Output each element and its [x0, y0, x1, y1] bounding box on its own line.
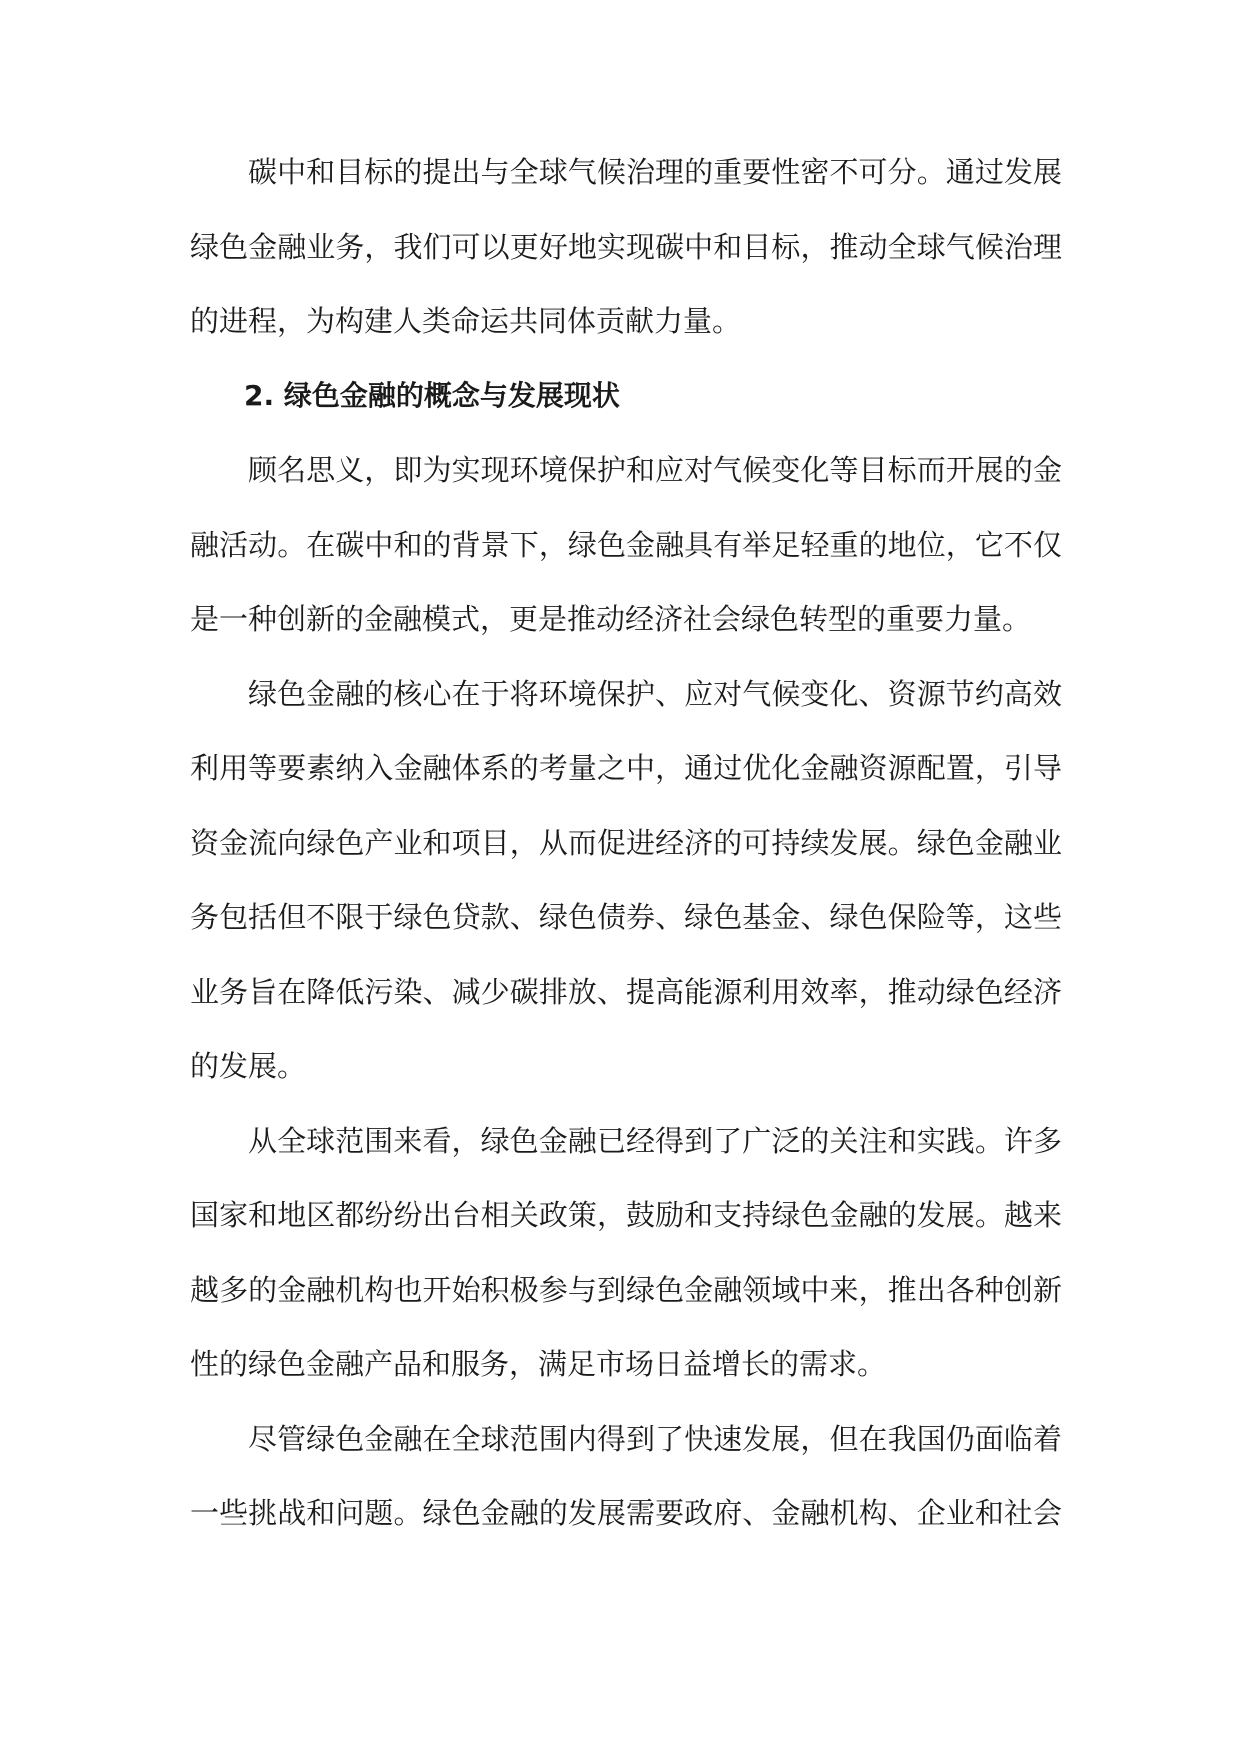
- paragraph-line: 利用等要素纳入金融体系的考量之中，通过优化金融资源配置，引导: [190, 751, 1062, 785]
- paragraph-line: 的进程，为构建人类命运共同体贡献力量。: [190, 304, 742, 338]
- paragraph-line: 绿色金融的核心在于将环境保护、应对气候变化、资源节约高效: [248, 676, 1062, 711]
- paragraph-line: 性的绿色金融产品和服务，满足市场日益增长的需求。: [190, 1347, 887, 1381]
- paragraph-line: 碳中和目标的提出与全球气候治理的重要性密不可分。通过发展: [248, 155, 1062, 189]
- paragraph: [190, 1111, 1062, 1409]
- paragraph-line: 越多的金融机构也开始积极参与到绿色金融领域中来，推出各种创新: [190, 1272, 1062, 1307]
- paragraph-line: 从全球范围来看，绿色金融已经得到了广泛的关注和实践。许多: [248, 1123, 1062, 1158]
- paragraph-line: 资金流向绿色产业和项目，从而促进经济的可持续发展。绿色金融业: [190, 825, 1062, 860]
- paragraph-line: 是一种创新的金融模式，更是推动经济社会绿色转型的重要力量。: [190, 602, 1032, 636]
- paragraph: [190, 440, 1062, 664]
- paragraph-line: 业务旨在降低污染、减少碳排放、提高能源利用效率，推动绿色经济: [190, 974, 1062, 1009]
- paragraph-line: 务包括但不限于绿色贷款、绿色债券、绿色基金、绿色保险等，这些: [190, 900, 1062, 934]
- paragraph-line: 顾名思义，即为实现环境保护和应对气候变化等目标而开展的金: [248, 453, 1062, 487]
- paragraph-line: 的发展。: [190, 1049, 307, 1083]
- document-body: [190, 142, 1062, 1558]
- paragraph-line: 绿色金融业务，我们可以更好地实现碳中和目标，推动全球气候治理: [190, 229, 1062, 264]
- paragraph-line: 尽管绿色金融在全球范围内得到了快速发展，但在我国仍面临着: [248, 1421, 1062, 1456]
- paragraph: [190, 1409, 1062, 1558]
- paragraph: [190, 664, 1062, 1111]
- paragraph-line: 国家和地区都纷纷出台相关政策，鼓励和支持绿色金融的发展。越来: [190, 1198, 1062, 1232]
- paragraph-line: 融活动。在碳中和的背景下，绿色金融具有举足轻重的地位，它不仅: [190, 527, 1062, 562]
- section-heading: 2. 绿色金融的概念与发展现状: [244, 378, 620, 412]
- paragraph-line: 一些挑战和问题。绿色金融的发展需要政府、金融机构、企业和社会: [190, 1496, 1062, 1530]
- paragraph: [190, 142, 1062, 366]
